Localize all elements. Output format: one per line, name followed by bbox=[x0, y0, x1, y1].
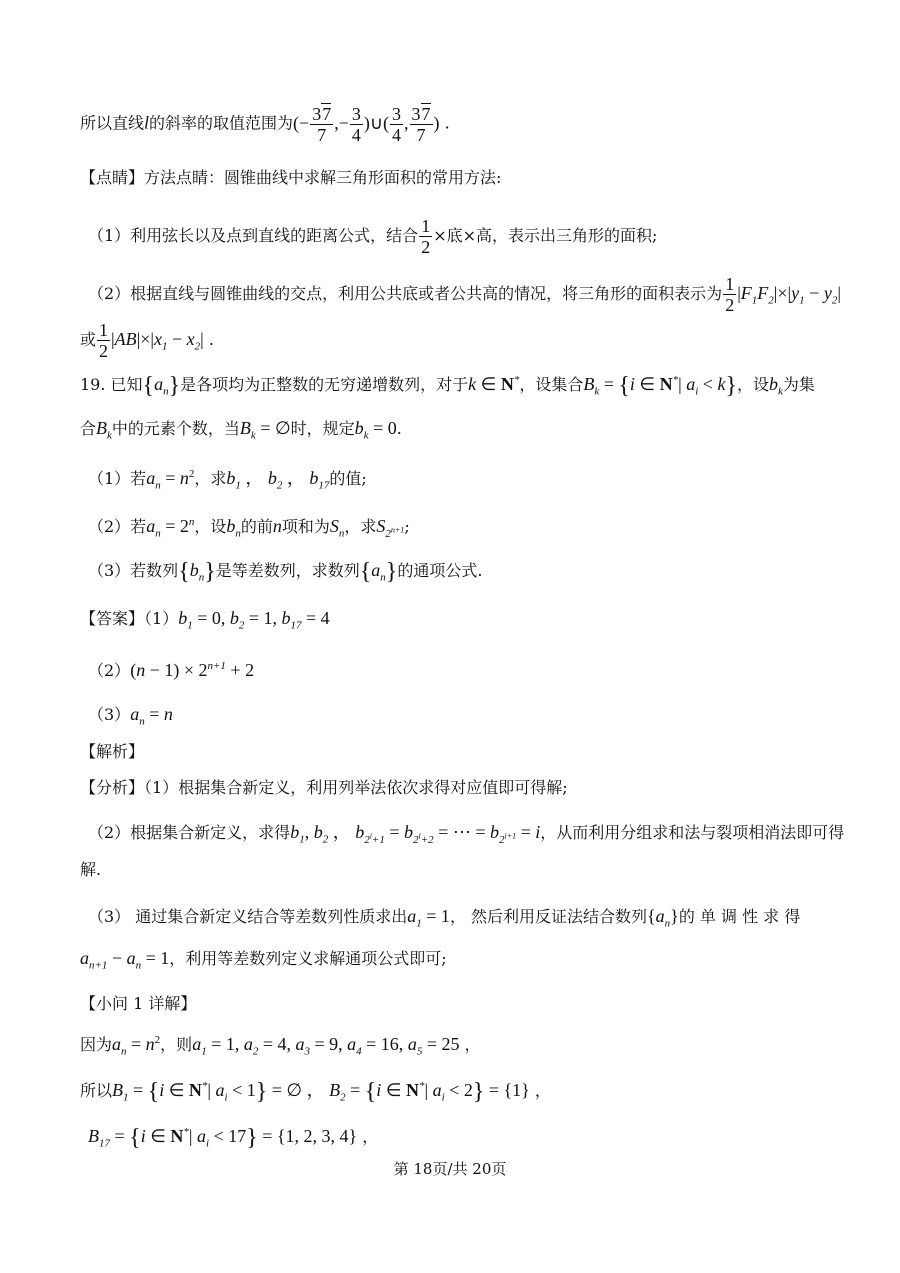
text: 的通项公式. bbox=[397, 561, 483, 580]
text: ，利用等差数列定义求解通项公式即可; bbox=[169, 949, 447, 968]
text: 是各项均为正整数的无穷递增数列，对于 bbox=[180, 375, 469, 394]
text: 的值; bbox=[329, 469, 367, 488]
text: 的前 bbox=[240, 517, 273, 536]
math-an-n2: $a_n = n^2$ bbox=[146, 468, 195, 492]
math-s-2n1: $S_{2^{n+1}}$ bbox=[376, 516, 405, 540]
math-b1-b2: $b_1$, $b_2$ ， $b_{2^i+1} = b_{2^i+2}$ = ⋯ = $b_{2^{i+1}} = i$ bbox=[290, 822, 541, 846]
detail-line-2: 所以$B_1 = \{i$ ∈ N*| $a_i < 1$} = ∅ ， $B_2 = \{i$ ∈ N*| $a_i < 2\} = \{1\}$ ， bbox=[80, 1079, 551, 1105]
math-bk-zero: $b_k = 0$ bbox=[354, 418, 397, 442]
fenxi-line-3b bbox=[80, 946, 447, 978]
fenxi-line-2 bbox=[88, 820, 844, 852]
math-an-set: $\{a_n\}$ bbox=[359, 559, 398, 585]
text: 为集 bbox=[782, 375, 815, 394]
fenxi-tag: 【分析】 bbox=[80, 778, 145, 797]
var-l: l bbox=[144, 112, 150, 133]
text: 19. 已知 bbox=[80, 375, 143, 394]
detail-line-1: 因为$a_n = n^2$，则$a_1 = 1$, $a_2 = 4$, $a_3 = 9$, $a_4 = 16$, $a_5 = 25$ ， bbox=[80, 1034, 481, 1058]
text: ， 然后利用反证法结合数列 bbox=[449, 907, 648, 926]
math-range: (− $\frac{37}{7}$ ,− $\frac{3}{4}$ )∪( $\frac{3}{4}$ , $\frac{37}{7}$ ) bbox=[293, 104, 440, 145]
text: ，设 bbox=[194, 517, 227, 536]
math-b1-b2-sets: $B_1 = \{i$ ∈ N*| $a_i < 1$} = ∅ ， $B_2 = \{i$ ∈ N*| $a_i < 2\} = \{1\}$ bbox=[112, 1079, 530, 1105]
text: 合 bbox=[80, 419, 97, 438]
answer-tag: 【答案】 bbox=[80, 609, 145, 628]
math-answer-2: $(n - 1) \times 2^{n+1} + 2$ bbox=[130, 660, 255, 680]
text: （2） bbox=[88, 661, 131, 680]
fenxi-line bbox=[80, 776, 568, 800]
slope-range-line: 所以直线l的斜率的取值范围为(− $\frac{37}{7}$ ,− $\frac{3}{4}$ )∪( $\frac{3}{4}$ , $\frac{37}{7}$ ) . bbox=[80, 104, 450, 145]
answer-line-2 bbox=[88, 654, 254, 683]
text: ，求 bbox=[344, 517, 377, 536]
math-an-n2: $a_n = n^2$ bbox=[112, 1034, 161, 1058]
dianjing-line bbox=[80, 166, 501, 190]
dianjing-tag: 【点睛】 bbox=[80, 168, 145, 187]
detail-line-3: $B_{17} = \{i$ ∈ N*| $a_i < 17\} = \{1$, 2, 3, 4} ， bbox=[88, 1125, 379, 1151]
math-b17-set: $B_{17} = \{i$ ∈ N*| $a_i < 17\} = \{1$, 2, 3, 4} bbox=[88, 1125, 358, 1151]
text: （3） bbox=[88, 705, 131, 724]
math-area-1: $|F_1F_2|\times|y_1 - y_2|$ bbox=[737, 283, 841, 307]
math-a-values: $a_1 = 1$, $a_2 = 4$, $a_3 = 9$, $a_4 = 16$, $a_5 = 25$ bbox=[192, 1034, 460, 1058]
math-area-2: $|AB|\times|x_1 - x_2|$ bbox=[111, 329, 204, 353]
answer-line-1 bbox=[80, 606, 330, 638]
text: （3）若数列 bbox=[88, 561, 179, 580]
text: （3） 通过集合新定义结合等差数列性质求出 bbox=[88, 907, 408, 926]
text: （2）根据直线与圆锥曲线的交点，利用公共底或者公共高的情况，将三角形的面积表示为 bbox=[88, 284, 723, 303]
math-bk-empty: $B_k$ = ∅ bbox=[239, 418, 291, 442]
math-an-set: $\{a_n\}$ bbox=[142, 373, 181, 399]
math-answer-1: $b_1 = 0$, $b_2 = 1$, $b_{17} = 4$ bbox=[178, 608, 330, 632]
text: ，从而利用分组求和法与裂项相消法即可得 bbox=[540, 823, 845, 842]
text: ，设集合 bbox=[519, 375, 584, 394]
text: （1）利用弦长以及点到直线的距离公式，结合 bbox=[88, 226, 419, 245]
dianjing-text: 方法点睛：圆锥曲线中求解三角形面积的常用方法: bbox=[144, 168, 502, 187]
text: 所以 bbox=[80, 1081, 113, 1100]
math-sn: $S_n$ bbox=[329, 516, 345, 540]
text: 的斜率的取值范围为 bbox=[149, 113, 294, 133]
text: 或 bbox=[80, 330, 97, 349]
math-diff: $a_{n+1} - a_n = 1$ bbox=[80, 948, 170, 972]
fenxi-line-3 bbox=[88, 904, 800, 936]
math-bk-def: $B_k = \{i$ ∈ N*| $a_i < k$} bbox=[583, 373, 737, 399]
text: . bbox=[396, 419, 402, 438]
text: 中的元素个数，当 bbox=[111, 419, 240, 438]
text: 时，规定 bbox=[290, 419, 355, 438]
math-bk: $b_k$ bbox=[768, 374, 783, 398]
math-b-list: $b_1$ ， $b_2$ ， $b_{17}$ bbox=[226, 468, 330, 492]
text: （1）若 bbox=[88, 469, 147, 488]
frac-half: $\frac{1}{2}$ bbox=[725, 274, 735, 315]
math-bn: $b_n$ bbox=[226, 516, 241, 540]
sub-question-3 bbox=[88, 558, 482, 590]
math-bn-set: $\{b_n\}$ bbox=[178, 559, 216, 585]
text: （1）根据集合新定义，利用列举法依次求得对应值即可得解; bbox=[144, 778, 568, 797]
method-2-line bbox=[88, 274, 841, 315]
jiexi-tag: 【解析】 bbox=[80, 742, 145, 761]
math-n: n bbox=[272, 516, 282, 536]
fenxi-line-2b: 解. bbox=[80, 860, 102, 879]
method-1-line bbox=[88, 216, 657, 257]
question-19-line-2 bbox=[80, 416, 402, 448]
method-2b-line: 或 $\frac{1}{2}$ $|AB|\times|x_1 - x_2|$ . bbox=[80, 320, 214, 361]
text: （1） bbox=[144, 609, 179, 628]
math-an-2n: $a_n = 2^n$ bbox=[146, 516, 195, 540]
text: 是等差数列，求数列 bbox=[215, 561, 360, 580]
math-k-in-n: k ∈ N* bbox=[468, 374, 520, 394]
page-footer: 第 18页/共 20页 bbox=[393, 1160, 507, 1178]
text: 的 单 调 性 求 得 bbox=[678, 907, 801, 926]
math-a1-1: $a_1 = 1$ bbox=[407, 906, 450, 930]
text: 项和为 bbox=[281, 517, 330, 536]
text: ，则 bbox=[160, 1035, 193, 1054]
sub-question-2 bbox=[88, 510, 410, 546]
text: （2）根据集合新定义，求得 bbox=[88, 823, 291, 842]
text: 所以直线 bbox=[80, 113, 145, 133]
text: ; bbox=[404, 517, 410, 536]
sub-question-1 bbox=[88, 462, 367, 498]
text: ，求 bbox=[194, 469, 227, 488]
math-an-brace: $\{a_n\}$ bbox=[647, 906, 679, 930]
text: （2）若 bbox=[88, 517, 147, 536]
math-answer-3: $a_n = n$ bbox=[130, 704, 173, 728]
answer-line-3 bbox=[88, 702, 173, 734]
text: ，设 bbox=[736, 375, 769, 394]
frac-half: $\frac{1}{2}$ bbox=[99, 320, 109, 361]
frac-half: $\frac{1}{2}$ bbox=[421, 216, 431, 257]
text: 因为 bbox=[80, 1035, 113, 1054]
text: ×底×高，表示出三角形的面积; bbox=[433, 226, 658, 245]
question-19-line-1 bbox=[80, 368, 815, 404]
xiaowen-1-tag: 【小问 1 详解】 bbox=[80, 994, 197, 1013]
math-bk-set: $B_k$ bbox=[96, 418, 112, 442]
